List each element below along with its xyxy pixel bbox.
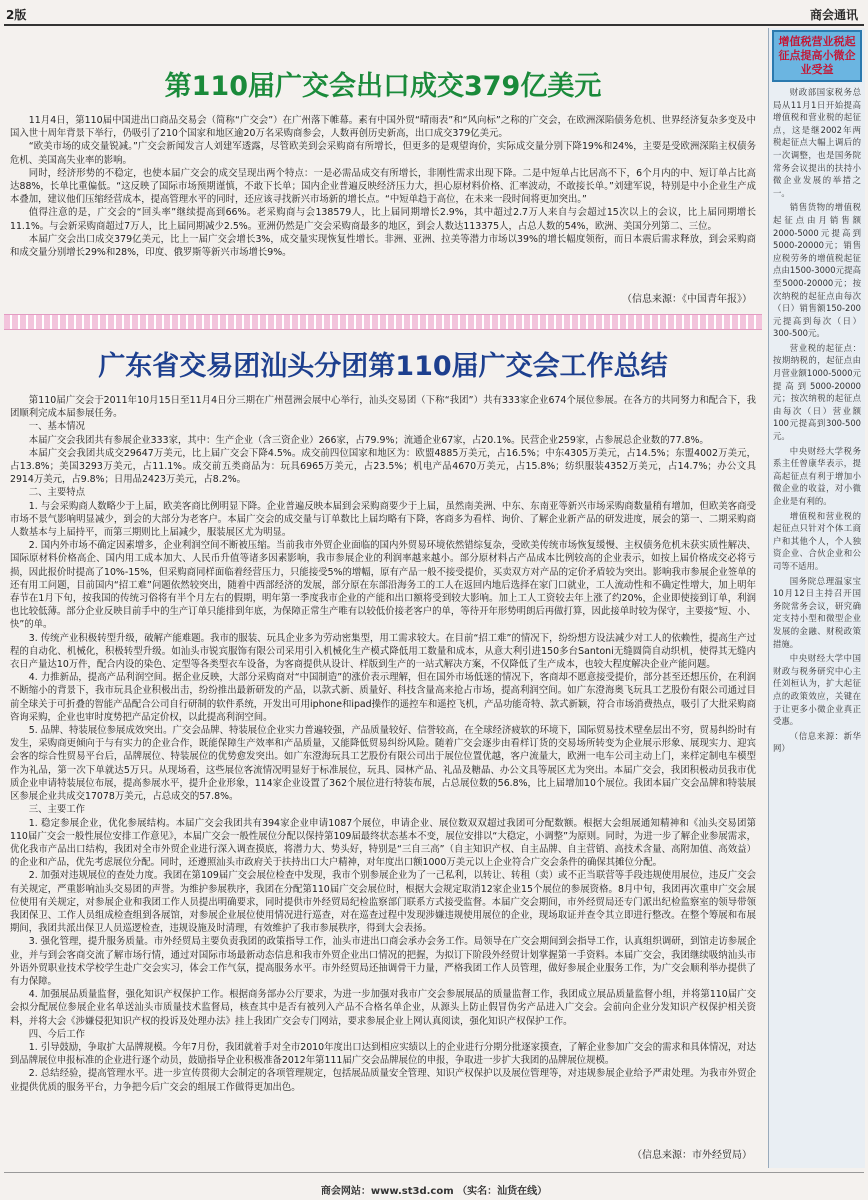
sidebar-paragraph: 销售货物的增值税起征点由月销售额2000-5000元提高到5000-20000元；销售应税劳务的增值税起征点由1500-3000元提高至5000-20000元；按次纳税的起征点由每次（日）销售额150-200元提高到每次（日）300-500元。 <box>773 202 861 339</box>
paragraph: 5. 品牌、特装展位参展成效突出。广交会品牌、特装展位企业实力普遍较强，产品质量较好、信誉较高，在全球经济疲软的环境下，国际贸易技术壁垒层出不穷，贸易纠纷时有发生，采购商更倾向于与有实力的企业合作，既能保障生产效率和产品质量，又能降低贸易纠纷风险。随着广交会逐步由看样订货的交易场所转变为企业展示形象、展现实力、迎宾会客的综合性贸易平台后，品牌展位、特装展位的优势愈发突出。如广东澄海玩具工艺股份有限公司出于展位位置优越，客户流量大，欧洲一电车公司主动上门，来样定制电车模型作为礼品，第一次下单就达5万只。从现场看，这些展位客流情况明显好于标准展位，玩具、园林产品、礼品及糖晶、办公文具等展区尤为突出。本届广交会，我团积极动员我市优质企业申请特装展位布展，提高参展水平，提升企业形象，114家企业设置了362个展位进行特装布展，占总展位数的56.8%，比上届增加10个展位。我团本届广交会品牌和特装展区参展企业共成交17078万美元，占总成交的57.8%。 <box>10 725 756 803</box>
sidebar-paragraph: 增值税和营业税的起征点只针对个体工商户和其他个人，个人独资企业、合伙企业和公司等不适用。 <box>773 510 861 571</box>
article-2-title: 广东省交易团汕头分团第110届广交会工作总结 <box>98 351 668 382</box>
sidebar <box>768 28 865 1168</box>
footer-website: 商会网站：www.st3d.com （实名：汕货在线） <box>320 1186 548 1197</box>
paragraph: 值得注意的是，广交会的“回头率”继续提高到66%。老采购商与会138579人，比上届同期增长2.9%，其中超过2.7万人来自与会超过15次以上的会议，比上届同期增长11.1%。与会新采购商超过7万人，比上届同期减少2.5%。亚洲仍然是广交会采购商最多的地区，到会人数达113375人，占总人数的54%，欧洲、美国分列第二、三位。 <box>10 207 756 232</box>
paragraph: 1. 稳定参展企业，优化参展结构。本届广交会我团共有394家企业申请1087个展位，申请企业、展位数双双超过我团可分配数额。根据大会组展通知精神和《汕头交易团第110届广交会一般性展位安排工作意见》，本届广交会一般性展位分配以保持第109届最终状态基本不变，展位安排以“大稳定，小调整”为原则。同时，为进一步了解企业参展需求，优化我市产品出口结构，我团对全市外贸企业进行深入调查摸底，将潜力大、势头好，特别是“三自三高”（自主知识产权、自主品牌、自主营销、高技术含量、高附加值、高效益）的企业和产品，优先考虑展位分配。同时，还遵照汕头市政府关于扶持出口大户精神，对年度出口额1000万美元以上企业符合广交会条件的确保其摊位分配。 <box>10 817 756 869</box>
paragraph: 本届广交会我团共成交29647万美元，比上届广交会下降4.5%。成交前四位国家和地区为：欧盟4885万美元，占16.5%；中东4305万美元，占14.5%；东盟4002万美元，占13.8%；美国3293万美元，占11.1%。成交前五类商品为：玩具6965万美元，占23.5%；机电产品4670万美元，占15.8%；纺织服装4352万美元，占14.7%；办公文具2914万美元，占9.8%；日用品2423万美元，占8.2%。 <box>10 447 756 486</box>
page-header <box>0 0 868 28</box>
paragraph: 四、今后工作 <box>28 1028 86 1040</box>
paragraph: “欧美市场的成交量锐减。”广交会新闻发言人刘建军透露，尽管欧美到会采购商有所增长，但更多的是观望询价，实际成交量分别下降19%和24%，主要是受欧洲深陷主权债务危机、美国高失业率的影响。 <box>10 141 756 166</box>
article-2-source: （信息来源：市外经贸局） <box>632 1150 752 1161</box>
sidebar-paragraph: 国务院总理温家宝10月12日主持召开国务院常务会议，研究确定支持小型和微型企业发展的金融、财税政策措施。 <box>773 575 861 649</box>
paragraph: 二、主要特点 <box>28 487 86 499</box>
sidebar-title: 增值税营业税起征点提高小微企业受益 <box>772 30 862 82</box>
paragraph: 4. 加强展品质量监督，强化知识产权保护工作。根据商务部办公厅要求，为进一步加强对我市广交会参展展品的质量监督工作，我团成立展品质量监督小组，并将第110届广交会拟分配展位参展企业名单送汕头市质量技术监督局，核查其中是否有被列入产品不合格名单企业，从源头上防止假冒伪劣产品进入广交会。会前向企业分发知识产权保护相关资料，并将大会《涉嫌侵犯知识产权的投诉及处理办法》挂上我团广交会专门网站，要求参展企业上网认真阅读，强化知识产权保护工作。 <box>10 989 756 1027</box>
paragraph: 3. 强化管理，提升服务质量。市外经贸局主要负责我团的政策指导工作，汕头市进出口商会承办会务工作。局领导在广交会期间到会指导工作，认真组织调研，到馆走访参展企业，并与到会客商交流了解市场行情，通过对国际市场最新动态信息和我市外贸企业出口情况的把握，为拟订下阶段外经贸计划掌握第一手资料。本届广交会，我团继续吸纳汕头市外语外贸职业技术学校学生赴广交会实习，体会工作气氛，提高服务水平。市外经贸局还抽调骨干力量，严格我团工作人员管理，做好参展企业服务工作，为广交会顺利举办提供了有力保障。 <box>10 936 756 987</box>
header-rule <box>4 24 864 26</box>
paragraph: 本届广交会我团共有参展企业333家，其中：生产企业（含三资企业）266家，占79.9%；流通企业67家，占20.1%。民营企业259家，占参展总企业数的77.8%。 <box>28 434 709 446</box>
paragraph: 2. 国内外市场不确定因素增多，企业利润空间不断被压缩。当前我市外贸企业面临的国内外贸易环境依然错综复杂，受欧美传统市场恢复缓慢、主权债务危机未获实质性解决、国际原材料价格高企、国内用工成本加大、人民币升值等诸多因素影响，我市参展企业的利润率越来越小。部分原材料占产品成本比例较高的企业表示，如按上届价格成交必将亏损，因此报价时提高了10%-15%，但采购商同样面临着经营压力，只能接受5%的增幅，原有产品一般不接受提价，买卖双方对产品的定价矛盾较为突出。影响我市参展企业签单的还有用工问题，目前国内“招工难”问题依然较突出，随着中西部经济的发展，部分原在东部沿海务工的工人在返回内地后选择在家门口就业，工人流动性和不确定性增大，加上明年春节在1月下旬，按我国的传统习俗将有半个月左右的假期，明年第一季度我市企业的产能和出口额将受到较大影响。加上工人工资较去年上涨了约20%，企业即使接到订单，利润也比较低薄。部分企业反映目前手中的生产订单只能排到年底，为保障正常生产唯有以较低价接老客户的单，等待开年形势明朗后再做打算，因此接单时较为保守，主要接“短、小、快”的单。 <box>10 540 756 631</box>
sidebar-paragraph: 财政部国家税务总局从11月1日开始提高增值税和营业税的起征点，这是继2002年两税起征点大幅上调后的一次调整，也是国务院常务会议提出的扶持小微企业发展的举措之一。 <box>773 87 861 198</box>
sidebar-paragraph: 中央财经大学中国财政与税务研究中心主任刘桓认为，扩大起征点的政策效应，关键在于让更多小微企业真正受惠。 <box>773 653 861 727</box>
paragraph: 4. 力推新品，提高产品利润空间。据企业反映，大部分采购商对“中国制造”的涨价表示理解，但在国外市场低迷的情况下，客商却不愿意接受提价，部分甚至还想压价，在利润不断缩小的背景下，我市玩具企业积极出击，纷纷推出最新研发的产品，以款式新、质量好、科技含量高来抢占市场，提高利润空间。如广东澄海奥飞玩具工艺股份有限公司通过目前全球关于可折叠的智能产品配合公司自行研制的软件系统，开发出可用iphone和ipad操作的遥控车和遥控飞机，产品功能奇特、款式新颖，符合市场消费热点，吸引了大批采购商咨询采购，企业也审时度势把产品定价权，以此提高利润空间。 <box>10 672 756 723</box>
paragraph: 同时，经济形势的不稳定，也使本届广交会的成交呈现出两个特点：一是必需品成交有所增长，非刚性需求出现下降。二是中短单占比居高不下，6个月内的中、短订单占比高达88%，长单比重偏低。“这反映了国际市场预期谨慎，不敢下长单；国内企业普遍反映经济压力大，担心原材料价格、汇率波动，不敢接长单。”刘建军说，特别是中小企业生产成本叠加，建议他们压缩经营成本，提高管理水平的同时，还应该寻找新兴市场新的增长点。“中短单趋于高位，在未来一段时间将更加突出。” <box>10 167 756 206</box>
paragraph: 本届广交会出口成交379亿美元，比上一届广交会增长3%，成交量实现恢复性增长。非洲、亚洲、拉美等潜力市场以39%的增长幅度领衔，而日本震后需求释放，到会采购商和成交量分别增长29%和28%，印度、俄罗斯等新兴市场增长9%。 <box>10 233 756 259</box>
sidebar-paragraph: 营业税的起征点：按期纳税的，起征点由月营业额1000-5000元提高到5000-20000元；按次纳税的起征点由每次（日）营业额100元提高到300-500元。 <box>773 342 861 442</box>
paragraph: 一、基本情况 <box>28 421 86 433</box>
paragraph: 2. 加强对违规展位的查处力度。我团在第109届广交会展位检查中发现，我市个别参展企业为了一己私利，以转让、转租（卖）或不正当联营等手段违规使用展位，违反广交会有关规定，严重影响汕头交易团的声誉。为维护参展秩序，我团在分配第110届广交会展位时，根据大会规定取消12家企业15个展位的参展资格。8月中旬，我团再次重申广交会展位使用有关规定，对参展企业和我团工作人员提出明确要求，同时提供市外经贸局纪检监察部门联系方式接受监督。本届广交会期间，市外经贸局还专门派出纪检监察室的领导带领我团保卫、工作人员组成检查组到各展馆，对参展企业展位使用情况进行巡查，对在巡查过程中发现涉嫌违规使用展位的企业，现场取证并查令其立即进行整改。在整个筹展和布展期间，我团共派出保卫人员巡逻检查，违规设施及时清理，有效维护了我市参展秩序，得到大会表扬。 <box>10 870 756 935</box>
paragraph: 1. 与会采购商人数略少于上届，欧美客商比例明显下降。企业普遍反映本届到会采购商要少于上届，虽然南美洲、中东、东南亚等新兴市场采购商数量稍有增加，但欧美客商受市场不景气影响明显减少，到会的大部分为老客户。本届广交会的成交量与订单数比上届均略有下降，客商多为看样、询价、了解企业新产品的研发进度，展会的第一、二期采购商人数基本与上届持平，而第三期则比上届减少，服装展区尤为明显。 <box>10 500 756 539</box>
paragraph: 第110届广交会于2011年10月15日至11月4日分三期在广州琶洲会展中心举行，汕头交易团（下称“我团”）共有333家企业674个展位参展。在各方的共同努力和配合下，我团顺利完成本届参展任务。 <box>10 395 756 420</box>
sidebar-body <box>769 86 865 755</box>
paragraph: 2. 总结经验，提高管理水平。进一步宣传贯彻大会制定的各项管理规定，包括展品质量安全管理、知识产权保护以及展位管理等，对违规参展企业给予严肃处理。为我市外贸企业提供优质的服务平台，力争把今后广交会的组展工作做得更加出色。 <box>10 1068 756 1093</box>
footer-rule <box>4 1172 864 1173</box>
main-column <box>4 28 762 1168</box>
section-name: 商会通讯 <box>809 8 858 22</box>
sidebar-paragraph: 中央财经大学税务系主任曾康华表示，提高起征点有利于增加小微企业的收益，对小微企业是有利的。 <box>773 445 861 506</box>
article-2-body <box>10 394 756 1094</box>
paragraph: 1. 引导鼓励，争取扩大品牌规模。今年7月份，我团就着手对全市2010年度出口达到相应实绩以上的企业进行分期分批逐家摸查，了解企业参加广交会的需求和具体情况，对达到品牌展位申报标准的企业进行逐个动员，鼓励指导企业积极准备2012年第111届广交会品牌展位的申报，争取进一步扩大我团的品牌展位规模。 <box>10 1041 756 1067</box>
page-footer <box>0 1170 868 1200</box>
paragraph: 3. 传统产业积极转型升级，破解产能难题。我市的服装、玩具企业多为劳动密集型，用工需求较大。在目前“招工难”的情况下，纷纷想方设法减少对工人的依赖性，提高生产过程的自动化、机械化，积极转型升级。如汕头市锐宾服饰有限公司采用引入机械化生产模式降低用工数量和成本，从意大利引进150多台Santoni无缝圆筒自动织机，使得其无缝内衣日产量达10万件，配合内设的染色、定型等各类型衣车设备，为客商提供从设计、样版到生产的一站式解决方案，不仅降低了生产成本，也较大程度解决企业产能问题。 <box>10 632 756 671</box>
page-number: 2版 <box>6 8 27 22</box>
article-1-body <box>10 114 756 259</box>
sidebar-paragraph: （信息来源：新华网） <box>773 730 861 754</box>
article-1-title: 第110届广交会出口成交379亿美元 <box>164 71 602 102</box>
paragraph: 三、主要工作 <box>28 804 86 816</box>
paragraph: 11月4日，第110届中国进出口商品交易会（简称“广交会”）在广州落下帷幕。素有中国外贸“晴雨表”和“风向标”之称的广交会，在欧洲深陷债务危机、世界经济复杂多变及中国入世十周年背景下举行，仍吸引了210个国家和地区逾20万名采购商参会，人数再创历史新高，出口成交379亿美元。 <box>10 115 756 140</box>
article-1-source: （信息来源：《中国青年报》） <box>622 294 752 305</box>
divider-band <box>4 314 762 330</box>
